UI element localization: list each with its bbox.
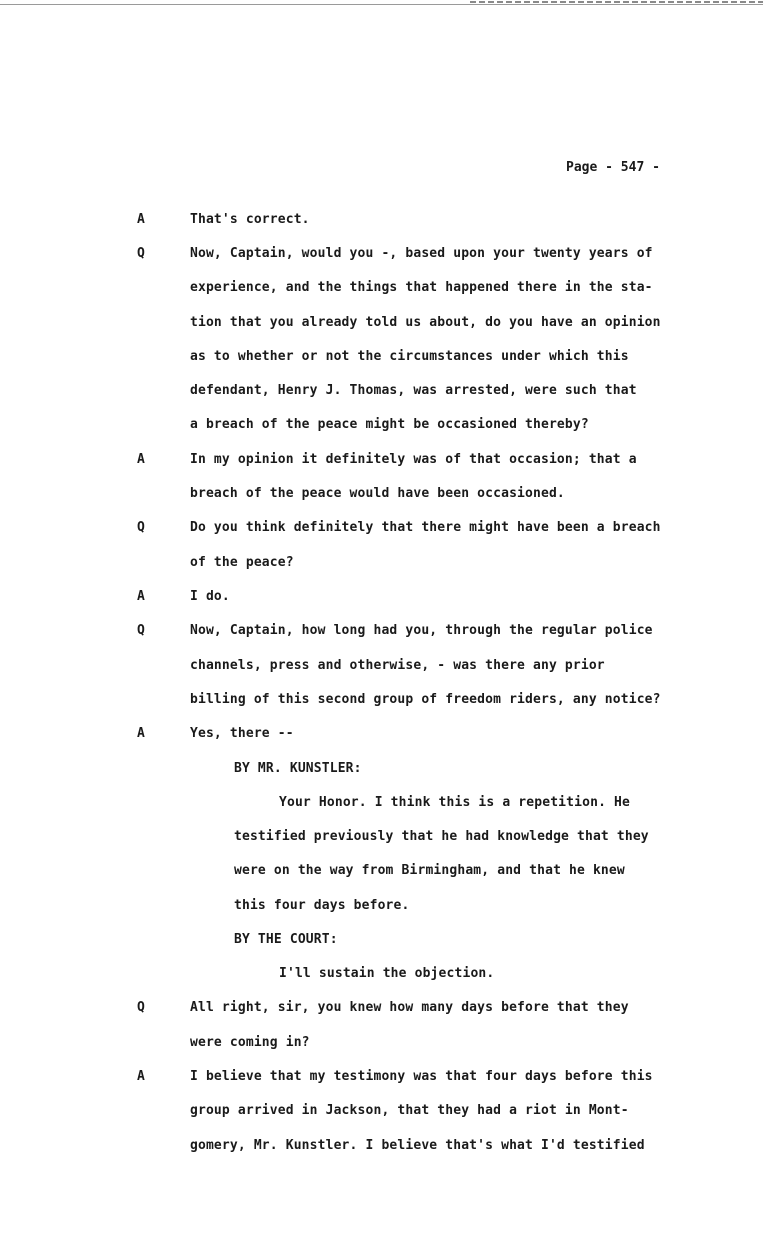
page-number: Page - 547 - [566,160,660,175]
speaker-heading-court: BY THE COURT: [234,932,338,947]
transcript-line: a breach of the peace might be occasioned thereby? [190,417,589,432]
transcript-line: Now, Captain, would you -, based upon your twenty years of [190,246,653,261]
objection-line: Your Honor. I think this is a repetition. He [279,795,630,810]
scan-top-rule [0,4,763,5]
speaker-mark: A [137,1069,145,1084]
speaker-mark: Q [137,520,145,535]
transcript-line: billing of this second group of freedom riders, any notice? [190,692,661,707]
transcript-line: In my opinion it definitely was of that occasion; that a [190,452,637,467]
speaker-mark: A [137,212,145,227]
speaker-heading-kunstler: BY MR. KUNSTLER: [234,761,362,776]
speaker-mark: A [137,589,145,604]
objection-line: testified previously that he had knowledge that they [234,829,649,844]
transcript-line: of the peace? [190,555,294,570]
court-ruling-line: I'll sustain the objection. [279,966,495,981]
transcript-line: That's correct. [190,212,310,227]
transcript-line: Do you think definitely that there might have been a breach [190,520,661,535]
transcript-line: Now, Captain, how long had you, through the regular police [190,623,653,638]
transcript-line: I do. [190,589,230,604]
scan-top-artifact [470,1,763,3]
speaker-mark: Q [137,246,145,261]
transcript-line: group arrived in Jackson, that they had a riot in Mont- [190,1103,629,1118]
transcript-line: I believe that my testimony was that four days before this [190,1069,653,1084]
transcript-line: All right, sir, you knew how many days before that they [190,1000,629,1015]
transcript-line: tion that you already told us about, do you have an opinion [190,315,661,330]
speaker-mark: A [137,726,145,741]
transcript-line: Yes, there -- [190,726,294,741]
speaker-mark: Q [137,1000,145,1015]
transcript-line: as to whether or not the circumstances under which this [190,349,629,364]
speaker-mark: A [137,452,145,467]
speaker-mark: Q [137,623,145,638]
transcript-line: breach of the peace would have been occasioned. [190,486,565,501]
objection-line: this four days before. [234,898,410,913]
transcript-line: channels, press and otherwise, - was there any prior [190,658,605,673]
transcript-line: gomery, Mr. Kunstler. I believe that's what I'd testified [190,1138,645,1153]
objection-line: were on the way from Birmingham, and that he knew [234,863,625,878]
transcript-line: experience, and the things that happened there in the sta- [190,280,653,295]
transcript-line: were coming in? [190,1035,310,1050]
transcript-line: defendant, Henry J. Thomas, was arrested, were such that [190,383,637,398]
